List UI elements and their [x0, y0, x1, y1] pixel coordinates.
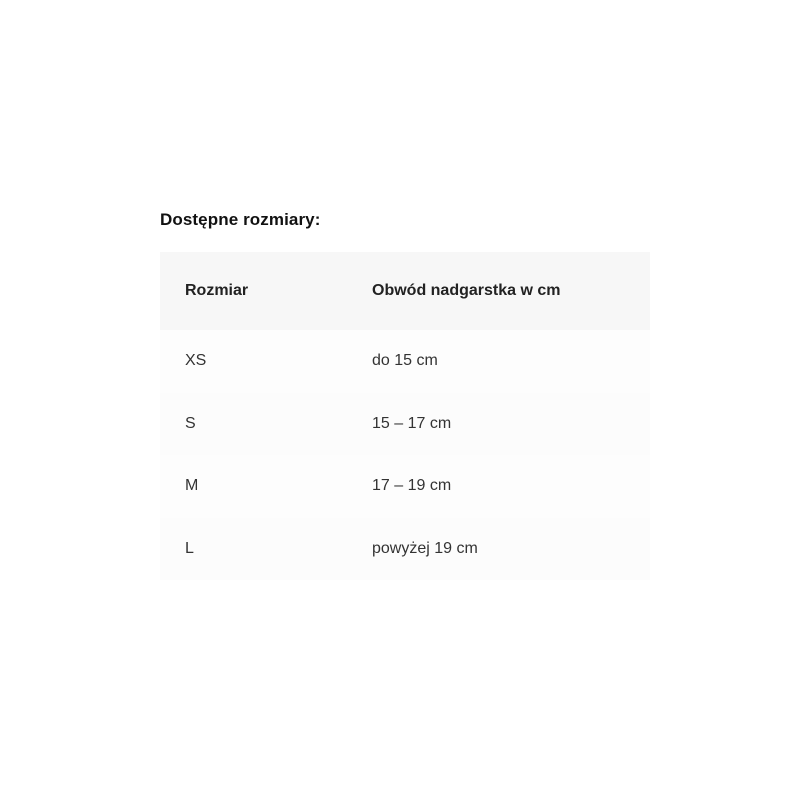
table-body — [160, 330, 650, 580]
table-row — [160, 330, 650, 393]
wrist-circumference-cell: powyżej 19 cm — [372, 539, 478, 557]
table-row — [160, 455, 650, 518]
size-table — [160, 252, 650, 580]
column-header-size: Rozmiar — [185, 282, 249, 299]
size-cell: S — [185, 414, 196, 432]
table-header — [160, 252, 650, 330]
column-header-wrist-circumference: Obwód nadgarstka w cm — [372, 282, 561, 299]
wrist-circumference-cell: do 15 cm — [372, 352, 438, 370]
section-heading: Dostępne rozmiary: — [160, 210, 321, 229]
size-cell: L — [185, 539, 194, 557]
table-row — [160, 518, 650, 581]
size-cell: M — [185, 477, 199, 495]
size-cell: XS — [185, 352, 207, 370]
table-row — [160, 393, 650, 456]
wrist-circumference-cell: 15 – 17 cm — [372, 414, 452, 432]
wrist-circumference-cell: 17 – 19 cm — [372, 477, 452, 495]
table-header-row — [160, 252, 650, 330]
